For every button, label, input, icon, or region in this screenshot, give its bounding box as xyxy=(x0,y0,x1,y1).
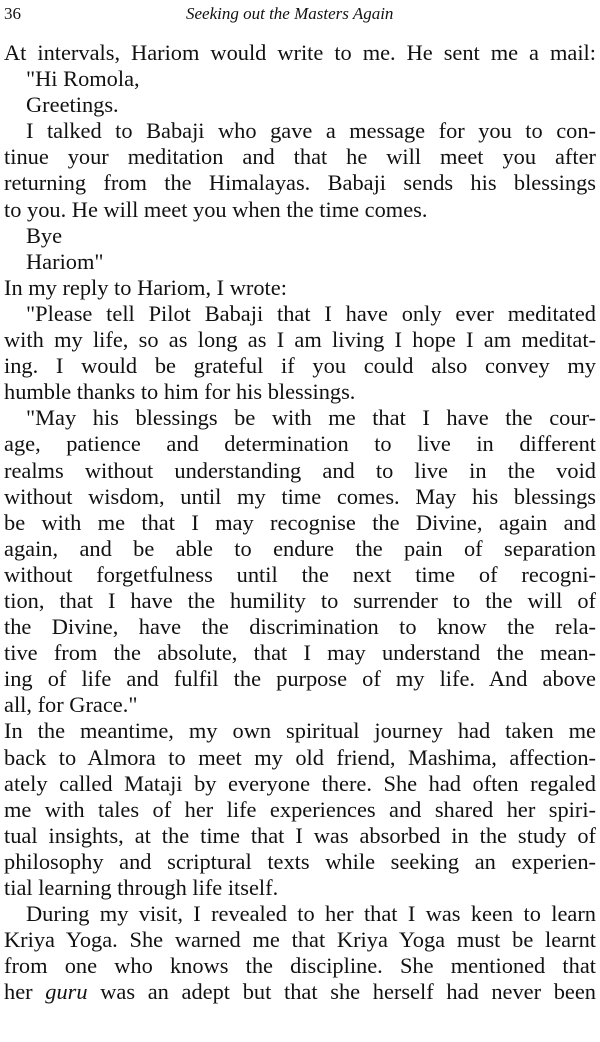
text-line: be with me that I may recognise the Divine, again and xyxy=(4,509,596,535)
text-line: Bye xyxy=(26,222,63,248)
text-line: the Divine, have the discrimination to know the rela- xyxy=(4,614,596,640)
text-line: without forgetfulness until the next time of recogni- xyxy=(4,561,596,587)
text-line: philosophy and scriptural texts while seeking an experien- xyxy=(4,848,596,874)
text-line: Kriya Yoga. She warned me that Kriya Yoga must be learnt xyxy=(4,927,596,953)
text-line: tion, that I have the humility to surrender to the will of xyxy=(4,587,596,613)
text-line: without wisdom, until my time comes. May his blessings xyxy=(4,483,596,509)
text-line: Hariom" xyxy=(26,248,104,274)
text-line: At intervals, Hariom would write to me. He sent me a mail: xyxy=(4,40,596,65)
text-line: "Hi Romola, xyxy=(26,66,140,92)
text-line: Greetings. xyxy=(26,92,119,118)
running-header xyxy=(0,4,600,30)
page-number: 36 xyxy=(4,4,21,23)
running-title: Seeking out the Masters Again xyxy=(186,4,394,23)
text-line: In the meantime, my own spiritual journey had taken me xyxy=(4,718,596,744)
text-line: tual insights, at the time that I was absorbed in the study of xyxy=(4,822,596,848)
text-line: to you. He will meet you when the time comes. xyxy=(4,196,428,222)
body-text xyxy=(4,40,596,1005)
text-line: During my visit, I revealed to her that I was keen to learn xyxy=(26,901,596,927)
text-line: from one who knows the discipline. She mentioned that xyxy=(4,953,596,979)
text-line: tial learning through life itself. xyxy=(4,875,279,900)
text-line: her guru was an adept but that she herself had never been xyxy=(4,979,596,1005)
text-line: returning from the Himalayas. Babaji sends his blessings xyxy=(4,170,596,196)
text-line: humble thanks to him for his blessings. xyxy=(4,379,356,405)
text-line: ing of life and fulfil the purpose of my life. And above xyxy=(4,666,596,692)
text-line: tive from the absolute, that I may understand the mean- xyxy=(4,640,596,666)
text-line: me with tales of her life experiences and shared her spiri- xyxy=(4,796,596,822)
text-line: ately called Mataji by everyone there. She had often regaled xyxy=(4,770,596,796)
text-line: I talked to Babaji who gave a message for you to con- xyxy=(26,118,596,144)
text-line: In my reply to Hariom, I wrote: xyxy=(4,274,287,300)
text-line: age, patience and determination to live in different xyxy=(4,431,596,457)
text-line: all, for Grace." xyxy=(4,692,138,718)
text-line: with my life, so as long as I am living I hope I am meditat- xyxy=(4,327,596,353)
text-line: tinue your meditation and that he will meet you after xyxy=(4,144,596,170)
text-line: ing. I would be grateful if you could also convey my xyxy=(4,353,596,379)
text-line: again, and be able to endure the pain of separation xyxy=(4,535,596,561)
text-line: "May his blessings be with me that I have the cour- xyxy=(26,405,596,431)
text-line: realms without understanding and to live in the void xyxy=(4,457,596,483)
text-line: "Please tell Pilot Babaji that I have only ever meditated xyxy=(26,300,596,326)
text-line: back to Almora to meet my old friend, Mashima, affection- xyxy=(4,744,596,770)
